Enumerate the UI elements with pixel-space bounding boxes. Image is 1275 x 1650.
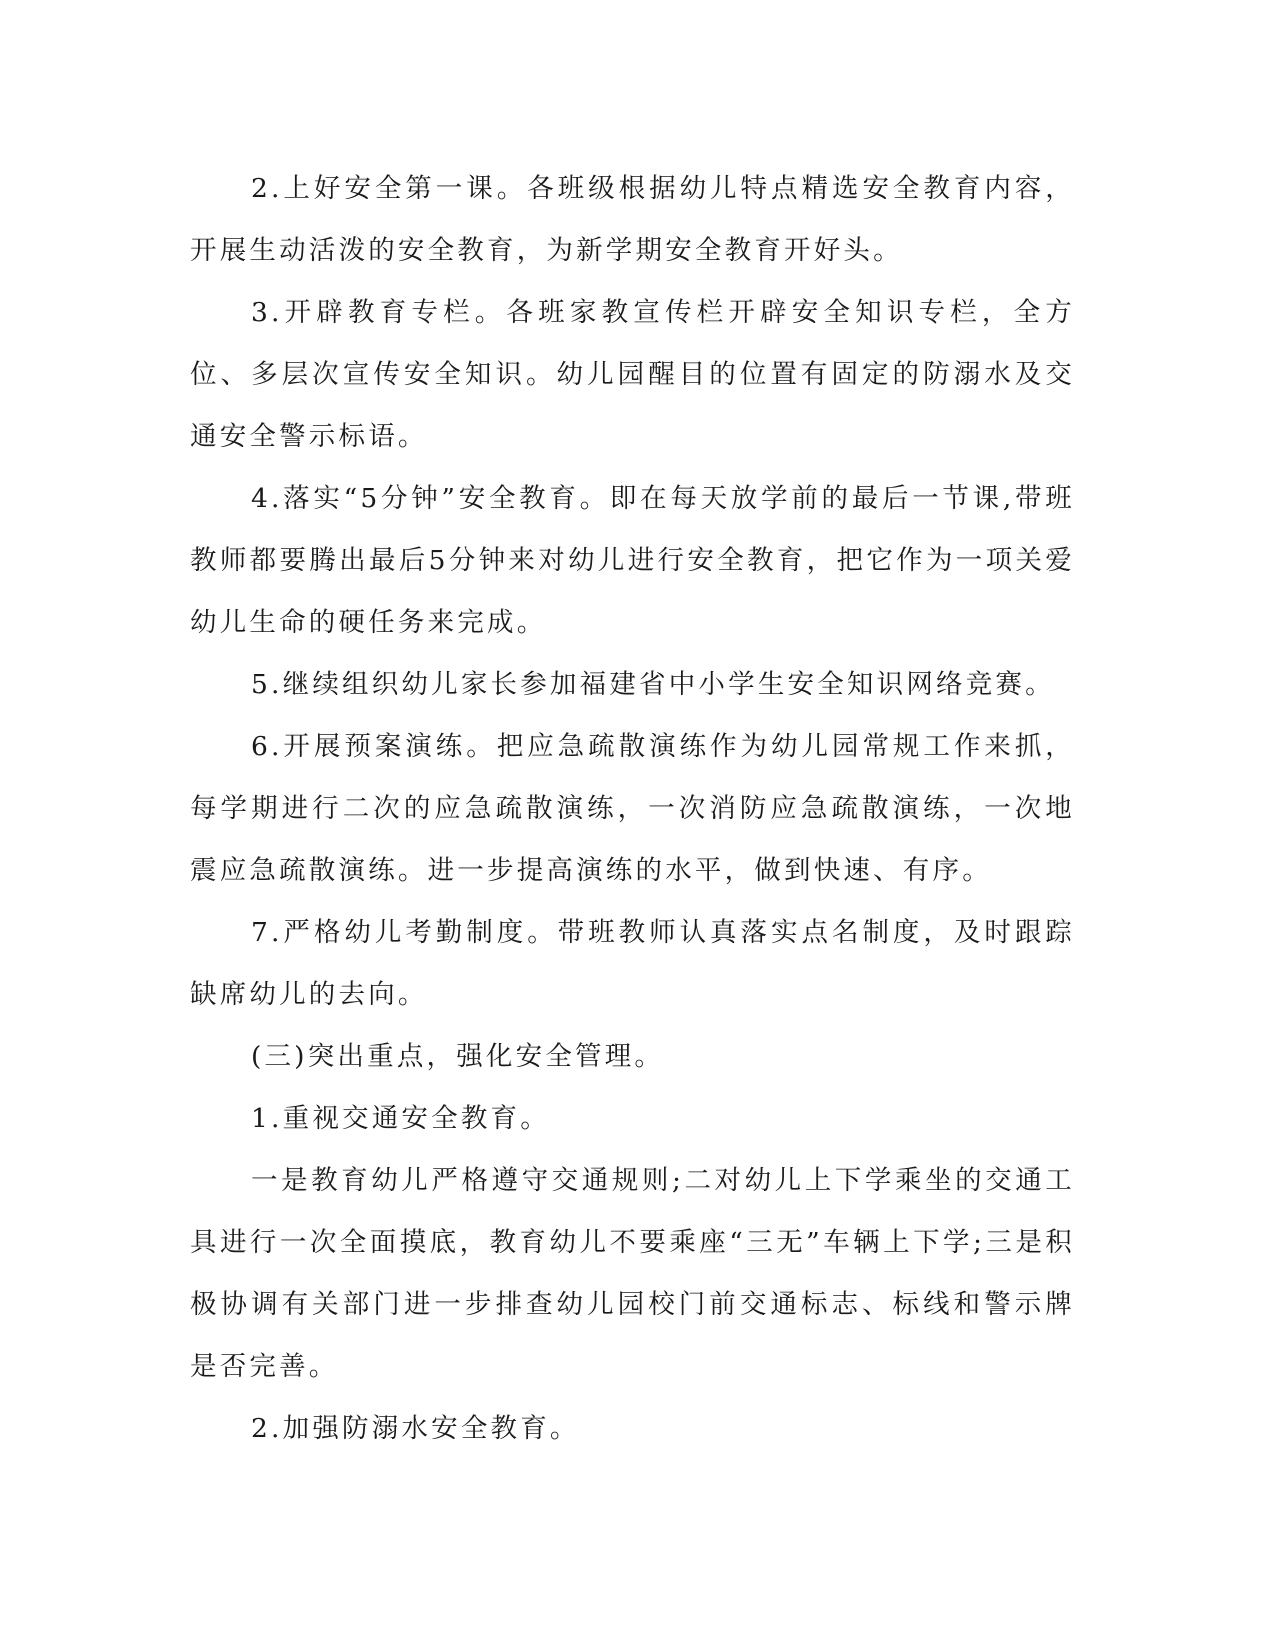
paragraph-item-5: 5.继续组织幼儿家长参加福建省中小学生安全知识网络竞赛。 bbox=[250, 669, 1055, 700]
paragraph-item-2: 2.上好安全第一课。各班级根据幼儿特点精选安全教育内容，开展生动活泼的安全教育，为新学期安全教育开好头。 bbox=[190, 173, 1075, 266]
paragraph-item-6: 6.开展预案演练。把应急疏散演练作为幼儿园常规工作来抓，每学期进行二次的应急疏散演练，一次消防应急疏散演练，一次地震应急疏散演练。进一步提高演练的水平，做到快速、有序。 bbox=[190, 731, 1075, 886]
paragraph-item-7: 7.严格幼儿考勤制度。带班教师认真落实点名制度，及时跟踪缺席幼儿的去向。 bbox=[190, 917, 1075, 1010]
paragraph-item-4: 4.落实“5分钟”安全教育。即在每天放学前的最后一节课,带班教师都要腾出最后5分钟来对幼儿进行安全教育，把它作为一项关爱幼儿生命的硬任务来完成。 bbox=[190, 483, 1075, 638]
paragraph-item-3: 3.开辟教育专栏。各班家教宣传栏开辟安全知识专栏，全方位、多层次宣传安全知识。幼儿园醒目的位置有固定的防溺水及交通安全警示标语。 bbox=[190, 297, 1075, 452]
section-heading-3: (三)突出重点，强化安全管理。 bbox=[250, 1041, 665, 1072]
subheading-drowning-prevention: 2.加强防溺水安全教育。 bbox=[250, 1413, 580, 1444]
document-body bbox=[190, 158, 1075, 1460]
subheading-traffic-safety: 1.重视交通安全教育。 bbox=[250, 1103, 550, 1134]
paragraph-traffic-details: 一是教育幼儿严格遵守交通规则;二对幼儿上下学乘坐的交通工具进行一次全面摸底，教育幼儿不要乘座“三无”车辆上下学;三是积极协调有关部门进一步排查幼儿园校门前交通标志、标线和警示牌是否完善。 bbox=[190, 1165, 1075, 1382]
